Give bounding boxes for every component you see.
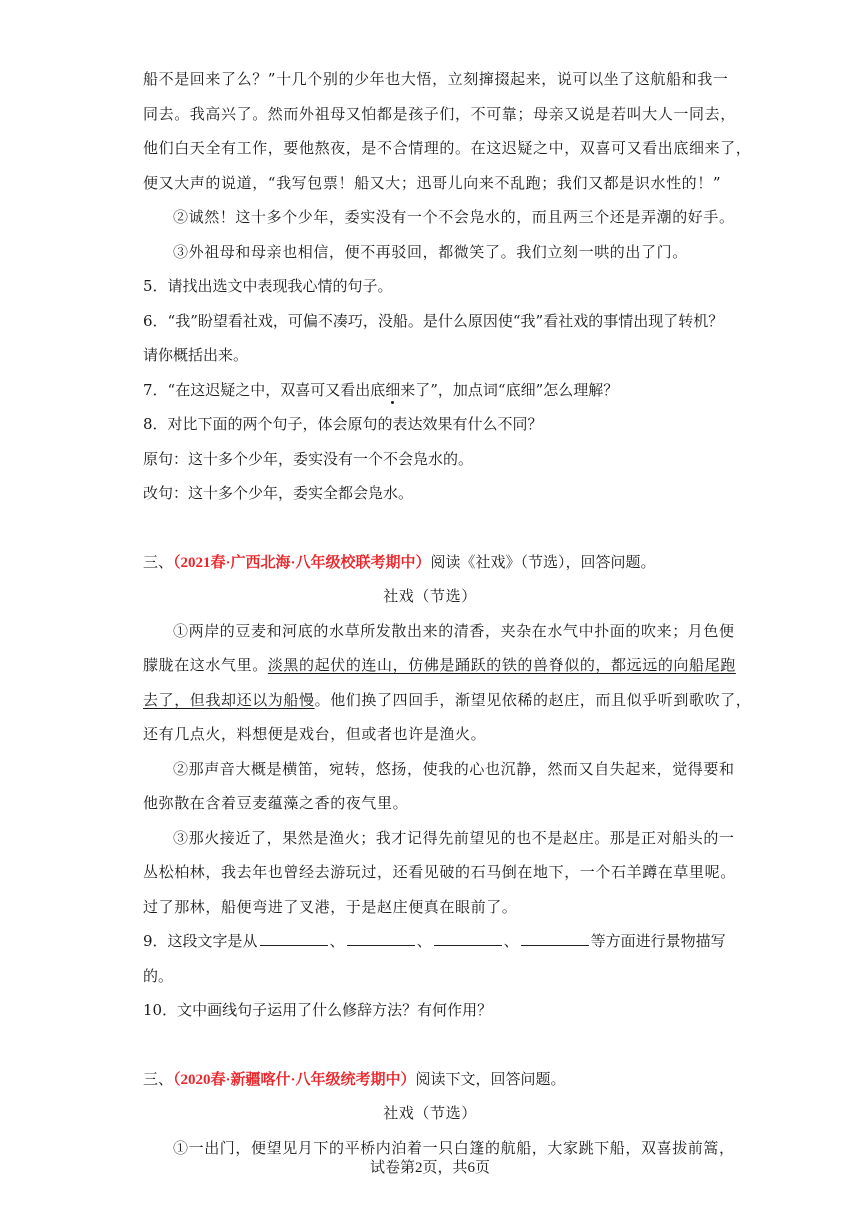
passage-paragraph-3: ③外祖母和母亲也相信，便不再驳回，都微笑了。我们立刻一哄的出了门。 (173, 242, 688, 261)
passage-text: 朦胧在这水气里。 (143, 656, 268, 674)
question-6: 6．“我”盼望看社戏，可偏不凑巧，没船。是什么原因使“我”看社戏的事情出现了转机？ (143, 311, 724, 330)
underlined-sentence: 淡黑的起伏的连山，仿佛是踊跃的铁的兽脊似的，都远远的向船尾跑 (267, 656, 736, 674)
question-8: 8．对比下面的两个句子，体会原句的表达效果有什么不同？ (143, 415, 543, 433)
page-footer: 试卷第2页，共6页 (369, 1160, 490, 1176)
passage-line: ②那声音大概是横笛，宛转，悠扬，使我的心也沉静，然而又自失起来，觉得要和 (173, 759, 735, 778)
section-prefix: 三、 (143, 552, 174, 571)
passage-line (143, 683, 752, 718)
passage-line: 过了那林，船便弯进了叉港，于是赵庄便真在眼前了。 (143, 897, 518, 916)
section-source: （2021春·广西北海·八年级校联考期中） (173, 554, 431, 571)
passage-line: ③那火接近了，果然是渔火；我才记得先前望见的也不是赵庄。那是正对船头的一 (173, 828, 735, 847)
passage-line: 他们白天全有工作，要他熬夜，是不合情理的。在这迟疑之中，双喜可又看出底细来了， (143, 139, 752, 157)
passage-line: 他弥散在含着豆麦蕴藻之香的夜气里。 (143, 794, 409, 812)
passage-line: 便又大声的说道，“我写包票！船又大；迅哥儿向来不乱跑；我们又都是识水性的！” (143, 173, 722, 192)
revised-sentence: 改句：这十多个少年，委实全都会凫水。 (143, 484, 414, 502)
question-7 (143, 373, 717, 408)
underlined-sentence: 去了，但我却还以为船慢 (143, 690, 315, 709)
passage-line: 同去。我高兴了。然而外祖母又怕都是孩子们，不可靠；母亲又说是若叫大人一同去， (143, 104, 736, 123)
answer-blank[interactable] (434, 931, 502, 946)
question-7-text-a: 7．“在这迟疑之中，双喜可又看出底 (143, 380, 386, 399)
passage-line: 船不是回来了么？”十几个别的少年也大悟，立刻撺掇起来，说可以坐了这航船和我一 (143, 70, 729, 88)
answer-blank[interactable] (260, 931, 328, 946)
question-9-text-a: 9．这段文字是从 (143, 932, 258, 950)
separator: 、 (503, 932, 519, 950)
exam-page (143, 62, 752, 1165)
passage-line: 丛松柏林，我去年也曾经去游玩过，还看见破的石马倒在地下，一个石羊蹲在草里呢。 (143, 863, 736, 881)
passage-title: 社戏（节选） (383, 1104, 477, 1122)
section-instruction: 阅读《社戏》（节选），回答问题。 (430, 552, 656, 571)
passage-paragraph-2: ②诚然！这十多个少年，委实没有一个不会凫水的，而且两三个还是弄潮的好手。 (173, 208, 735, 226)
question-5: 5．请找出选文中表现我心情的句子。 (143, 277, 393, 295)
passage-line: 还有几点火，料想便是戏台，但或者也许是渔火。 (143, 725, 487, 743)
question-6-continued: 请你概括出来。 (143, 346, 249, 364)
separator: 、 (416, 932, 432, 950)
section-source: （2020春·新疆喀什·八年级统考期中） (173, 1071, 416, 1088)
section-instruction: 阅读下文，回答问题。 (415, 1069, 566, 1088)
section-header (143, 1062, 717, 1097)
passage-line: ①一出门，便望见月下的平桥内泊着一只白篷的航船，大家跳下船，双喜拔前篙， (173, 1138, 735, 1157)
question-9-text-b: 等方面进行景物描写 (590, 932, 726, 950)
question-7-text-b: 来了”，加点词“底细”怎么理解？ (400, 380, 619, 399)
separator: 、 (329, 932, 345, 950)
passage-line (143, 648, 736, 683)
original-sentence: 原句：这十多个少年，委实没有一个不会凫水的。 (143, 449, 474, 468)
question-10: 10．文中画线句子运用了什么修辞方法？有何作用？ (143, 1001, 493, 1019)
answer-blank[interactable] (347, 931, 415, 946)
question-9 (143, 924, 726, 959)
section-prefix: 三、 (143, 1069, 174, 1088)
emphasis-dot-char: 细 (385, 380, 401, 399)
section-header (143, 545, 717, 580)
passage-line: ①两岸的豆麦和河底的水草所发散出来的清香，夹杂在水气中扑面的吹来；月色便 (173, 621, 735, 640)
passage-text: 。他们换了四回手，渐望见依稀的赵庄，而且似乎听到歌吹了， (314, 690, 752, 709)
passage-title: 社戏（节选） (383, 587, 477, 605)
question-9-continued: 的。 (143, 966, 174, 985)
answer-blank[interactable] (521, 931, 589, 946)
